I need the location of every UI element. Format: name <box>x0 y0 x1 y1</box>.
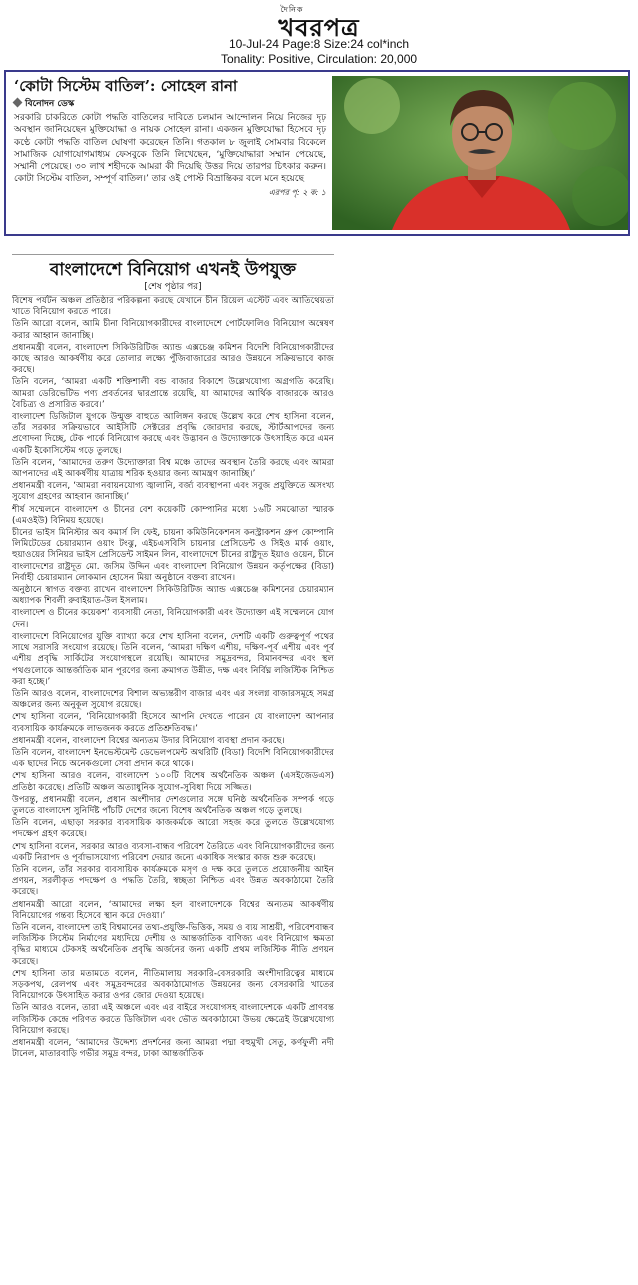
article-paragraph: তিনি বলেন, এছাড়া সরকার ব্যবসায়িক কাজকর্মকে আরো সহজ করে তুলতে উল্লেখযোগ্য পদক্ষেপ গ্রহণ করেছে। <box>12 818 334 840</box>
article-paragraph: বাংলাদেশ ও চীনের কয়েকশ’ ব্যবসায়ী নেতা, বিনিয়োগকারী এবং উদ্যোক্তা এই সম্মেলনে যোগ দেন। <box>12 608 334 630</box>
logo-name: খবরপত্র <box>278 13 360 42</box>
diamond-bullet-icon <box>13 98 23 108</box>
article-paragraphs <box>12 296 334 1060</box>
article-paragraph: তিনি বলেন, ‘আমাদের তরুণ উদ্যোক্তারা বিশ্ব মঞ্চে তাদের অবস্থান তৈরি করছে এবং আমরা আপনাদের এই আকর্ষণীয় যাত্রায় শরিক হওয়ার জন্য আমন্ত্রণ জানাচ্ছি।’ <box>12 457 334 480</box>
clip-meta-line-2: Tonality: Positive, Circulation: 20,000 <box>220 52 418 66</box>
article-paragraph: তিনি আরও বলেন, তারা এই অঞ্চলে এবং এর বাইরে সংযোগসহ বাংলাদেশকে একটি প্রাণবন্ত লজিস্টিক কেন্দ্রে পরিণত করতে ডিজিটাল এবং ভৌত অবকাঠামো উভয় ক্ষেত্রেই উল্লেখযোগ্য বিনিয়োগ করছে। <box>12 1003 334 1036</box>
logo-prefix: দৈনিক <box>280 5 304 14</box>
article-paragraph: তিনি আরও বলেন, বাংলাদেশের বিশাল অভ্যন্তরীণ বাজার এবং এর সংলগ্ন বাজারসমূহে সমগ্র অঞ্চলের জন্য অনুকূল সুযোগ রয়েছে। <box>12 688 334 711</box>
article-paragraph: অনুষ্ঠানে স্বাগত বক্তব্য রাখেন বাংলাদেশ সিকিউরিটিজ অ্যান্ড এক্সচেঞ্জ কমিশনের চেয়ারম্যান অধ্যাপক শিবলী রুবাইয়াত-উল ইসলাম। <box>12 585 334 607</box>
article-paragraph: বাংলাদেশে বিনিয়োগের যুক্তি ব্যাখ্যা করে শেখ হাসিনা বলেন, দেশটি একটি গুরুত্বপূর্ণ পথের সাথে সরাসরি সংযোগ রয়েছে। তিনি বলেন, ‘আমরা দক্ষিণ এশীয়, দক্ষিণ-পূর্ব এশীয় এবং পূর্ব এশীয় প্রবৃদ্ধি সার্কিটের সংযোগস্থলে রয়েছি। আমাদের সমুদ্রবন্দর, বিমানবন্দর এবং স্থল পথগুলোকে আন্তর্জাতিক মান পূরণের জন্য ক্রমাগত উন্নীত, দক্ষ এবং নির্বিঘ্ন লজিস্টিক নিশ্চিত করা হচ্ছে।’ <box>12 631 334 687</box>
article-clip-sohel-rana <box>4 70 630 236</box>
continued-from-label: [শেষ পৃষ্ঠার পর] <box>144 282 202 292</box>
article-paragraph: তিনি বলেন, বাংলাদেশ তাই বিশ্বমানের তথ্য-প্রযুক্তি-ভিত্তিক, সময় ও ব্যয় সাশ্রয়ী, পরিবেশবান্ধব লজিস্টিক সিস্টেম নির্মাণের মধ্যদিয়ে দেশীয় ও আন্তর্জাতিক বাণিজ্য এবং বিনিয়োগ ক্ষমতা বৃদ্ধির মাধ্যমে টেকসই অর্থনৈতিক প্রবৃদ্ধি অর্জনের জন্য একটি প্রথম লজিস্টিক নীতি প্রণয়ন করেছে। <box>12 922 334 967</box>
article-paragraph: শেখ হাসিনা আরও বলেন, বাংলাদেশ ১০০টি বিশেষ অর্থনৈতিক অঞ্চল (এসইজেডএস) প্রতিষ্ঠা করেছে। প্রতিটি অঞ্চল অত্যাধুনিক সুযোগ-সুবিধা দিয়ে সজ্জিত। <box>12 771 334 793</box>
article-paragraph: শেখ হাসিনা বলেন, ‘বিনিয়োগকারী হিসেবে আপনি দেখতে পারেন যে বাংলাদেশ আপনার ব্যবসায়িক কার্যক্রমকে লাভজনক করতে প্রতিশ্রুতিবদ্ধ।’ <box>12 712 334 734</box>
article-paragraph: তিনি বলেন, ‘আমরা একটি শক্তিশালী বন্ড বাজার বিকাশে উল্লেখযোগ্য অগ্রগতি করেছি। আমরা ডেরিভেটিভ পণ্য প্রবর্তনের দ্বারপ্রান্তে রয়েছি, যা আমাদের আর্থিক বাজারকে আরও বৈচিত্র্য ও প্রসারিত করবে।’ <box>12 377 334 410</box>
article-paragraph: প্রধানমন্ত্রী বলেন, ‘আমাদের উদ্দেশ্য প্রদর্শনের জন্য আমরা পদ্মা বহুমুখী সেতু, কর্ণফুলী নদী টানেল, মাতারবাড়ি গভীর সমুদ্র বন্দর, ঢাকা আন্তর্জাতিক <box>12 1038 334 1060</box>
article-paragraph: তিনি আরো বলেন, আমি চীনা বিনিয়োগকারীদের বাংলাদেশে পোর্টফোলিও বিনিয়োগ অন্বেষণ করার আহ্বান জানাচ্ছি। <box>12 319 334 341</box>
article-text-column <box>14 76 326 198</box>
desk-label: বিনোদন ডেস্ক <box>25 99 75 109</box>
article-paragraph: প্রধানমন্ত্রী বলেন, ‘আমরা নবায়নযোগ্য জ্বালানি, বর্জ্য ব্যবস্থাপনা এবং সবুজ প্রযুক্তিতে অসংখ্য সুযোগ গ্রহণের আহবান জানাচ্ছি।’ <box>12 481 334 503</box>
article-body: সরকারি চাকরিতে কোটা পদ্ধতি বাতিলের দাবিতে চলমান আন্দোলন নিয়ে নিজের দৃঢ় অবস্থান জানিয়েছেন মুক্তিযোদ্ধা ও নায়ক সোহেল রানা। একজন মুক্তিযোদ্ধা হিসেবে দৃঢ় কণ্ঠে কোটা পদ্ধতি বাতিল ঘোষণা করেছেন তিনি। গতকাল ৮ জুলাই সোমবার বিকেলে সামাজিক যোগাযোগমাধ্যম ফেসবুকে তিনি লিখেছেন, ‘মুক্তিযোদ্ধারা সম্মান পেয়েছে, সম্মানী পেয়েছে। ৩০ লাখ শহীদকে আমরা কী দিয়েছি উত্তর দিয়ে তারপর চিৎকার করুন। কোটা সিস্টেম বাতিল, সম্পূর্ণ বাতিল।’ তার ওই পোস্ট বিভ্রান্তিকর বলে মনে হয়েছে <box>14 113 326 185</box>
article-paragraph: প্রধানমন্ত্রী বলেন, বাংলাদেশ বিশ্বের অন্যতম উদার বিনিয়োগ ব্যবস্থা প্রদান করছে। <box>12 735 285 746</box>
article-paragraph: শীর্ষ সম্মেলনে বাংলাদেশ ও চীনের বেশ কয়েকটি কোম্পানির মধ্যে ১৬টি সমঝোতা স্মারক (এমওইউ) বিনিময় হয়েছে। <box>12 504 334 526</box>
article-paragraph: প্রধানমন্ত্রী আরো বলেন, ‘আমাদের লক্ষ্য হল বাংলাদেশকে বিশ্বের অন্যতম আকর্ষণীয় বিনিয়োগের গন্তব্য হিসেবে স্থান করে দেওয়া।’ <box>12 899 334 921</box>
article-title: ‘কোটা সিস্টেম বাতিল’: সোহেল রানা <box>14 77 238 95</box>
clip-meta-line-1: 10-Jul-24 Page:8 Size:24 col*inch <box>228 37 410 51</box>
article-paragraph: প্রধানমন্ত্রী বলেন, বাংলাদেশ সিকিউরিটিজ অ্যান্ড এক্সচেঞ্জ কমিশন বিদেশি বিনিয়োগকারীদের কাছে আরও আকর্ষণীয় করে তোলার লক্ষ্যে পুঁজিবাজারের আরও উন্নয়নে সক্রিয়ভাবে কাজ করছে। <box>12 342 334 376</box>
article-paragraph: তিনি বলেন, বাংলাদেশ ইনভেস্টমেন্ট ডেভেলপমেন্ট অথরিটি (বিডা) বিদেশি বিনিয়োগকারীদের এক ছাদের নিচে অনেকগুলো সেবা প্রদান করে থাকে। <box>12 747 334 770</box>
continued-on-label: এরপর পৃ: ২ ক: ১ <box>268 187 326 197</box>
article-paragraph: উপরন্তু, প্রধানমন্ত্রী বলেন, প্রধান অংশীদার দেশগুলোর সঙ্গে ঘনিষ্ঠ অর্থনৈতিক সম্পর্ক গড়ে তুলতে বাংলাদেশ সুনির্দিষ্ট পাঁচটি দেশের জন্যে বিশেষ অর্থনৈতিক অঞ্চল গড়ে তুলছে। <box>12 794 334 816</box>
article-desk <box>14 98 326 110</box>
article-paragraph: চীনের ভাইস মিনিস্টার অব কমার্স লি ফেই, চায়না কমিউনিকেশনস কনস্ট্রাকশন গ্রুপ কোম্পানি লিমিটেডের চেয়ারম্যান ওয়াং টংঝু, এইচএসবিসি চায়নার প্রেসিডেন্ট ও সিইও মার্ক ওয়াং, হুয়াওয়ের সিনিয়র ভাইস প্রেসিডেন্ট সাইমন লিন, বাংলাদেশে চীনের রাষ্ট্রদূত ইয়াও ওয়েন, চীনে বাংলাদেশের রাষ্ট্রদূত মো. জসিম উদ্দিন এবং বাংলাদেশ বিনিয়োগ উন্নয়ন কর্তৃপক্ষের (বিডা) নির্বাহী চেয়ারম্যান লোকমান হোসেন মিয়া অনুষ্ঠানে বক্তব্য রাখেন। <box>12 528 334 583</box>
portrait-photo-illustration <box>332 76 628 230</box>
portrait-photo <box>332 76 628 230</box>
article-paragraph: শেখ হাসিনা তার মতামতে বলেন, নীতিমালায় সরকারি-বেসরকারি অংশীদারিত্বের মাধ্যমে সড়কপথ, রেলপথ এবং সমুদ্রবন্দরের অবকাঠামোগত উন্নয়নের জন্য বেসরকারি খাতের বিনিয়োগকে উৎসাহিত করার ওপর জোর দেওয়া হয়েছে। <box>12 968 334 1002</box>
article-headline-box <box>12 254 334 296</box>
article-paragraph: তিনি বলেন, তাঁর সরকার ব্যবসায়িক কার্যক্রমকে মসৃণ ও দক্ষ করে তুলতে প্রয়োজনীয় আইন প্রণয়ন, সরলীকৃত পদক্ষেপ ও পদ্ধতি তৈরি, স্বচ্ছতা নিশ্চিত এবং উন্নত অবকাঠামো তৈরি করেছে। <box>12 864 334 898</box>
article-paragraph: শেখ হাসিনা বলেন, সরকার আরও ব্যবসা-বান্ধব পরিবেশ তৈরিতে এবং বিনিয়োগকারীদের জন্য একটি নিরাপদ ও পূর্বাভাসযোগ্য পরিবেশ দেয়ার জন্যে একাধিক সংস্কার কাজ শুরু করেছে। <box>12 841 334 863</box>
article-paragraph: বাংলাদেশ ডিজিটাল যুগকে উন্মুক্ত বাহুতে আলিঙ্গন করছে উল্লেখ করে শেখ হাসিনা বলেন, তাঁর সরকার সক্রিয়ভাবে আইসিটি সেক্টরের প্রবৃদ্ধি জোরদার করছে, স্টার্টআপদের জন্য প্রণোদনা দিচ্ছে, টেক পার্কে বিনিয়োগ করছে এবং উদ্ভাবন ও উদ্যোক্তাকে উৎসাহিত করে এমন একটি ইকোসিস্টেম গড়ে তুলছে। <box>12 412 334 456</box>
article-headline: বাংলাদেশে বিনিয়োগ এখনই উপযুক্ত <box>49 260 297 280</box>
article-clip-investment <box>12 254 334 1285</box>
article-paragraph: বিশেষ পর্যটন অঞ্চল প্রতিষ্ঠার পরিকল্পনা করছে যেখানে চীন রিয়েল এস্টেট এবং আতিথেয়তা খাতে বিনিয়োগ করতে পারে। <box>12 296 334 318</box>
